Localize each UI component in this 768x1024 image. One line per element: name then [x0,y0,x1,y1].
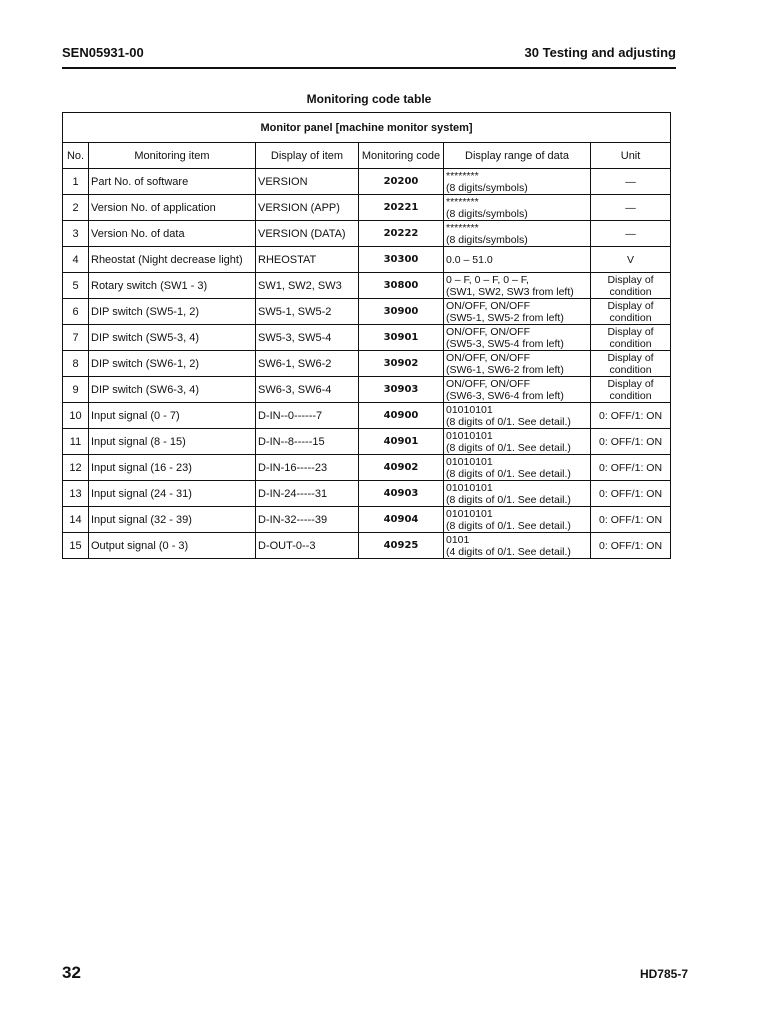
display-range-value: ON/OFF, ON/OFF [446,325,530,338]
display-of-item: SW1, SW2, SW3 [256,273,359,299]
display-range [444,481,591,507]
table-row [63,273,671,299]
table-row [63,221,671,247]
display-range-value: 01010101 [446,403,493,416]
display-of-item: VERSION [256,169,359,195]
display-range [444,377,591,403]
monitoring-item: DIP switch (SW5-1, 2) [89,299,256,325]
table-row [63,455,671,481]
monitoring-item: DIP switch (SW6-1, 2) [89,351,256,377]
monitoring-code: 30900 [359,299,444,325]
display-range [444,221,591,247]
monitoring-code: 40925 [359,533,444,559]
monitoring-code: 40901 [359,429,444,455]
unit: 0: OFF/1: ON [591,481,671,507]
display-range [444,533,591,559]
col-header-code: Monitoring code [359,143,444,169]
display-range-note: (8 digits of 0/1. See detail.) [446,441,571,454]
display-range-note: (SW6-1, SW6-2 from left) [446,363,564,376]
display-range-value: ON/OFF, ON/OFF [446,299,530,312]
monitoring-item: DIP switch (SW6-3, 4) [89,377,256,403]
row-number: 14 [63,507,89,533]
table-row [63,169,671,195]
display-range-value: 0.0 – 51.0 [446,253,493,266]
monitoring-code: 40902 [359,455,444,481]
col-header-no: No. [63,143,89,169]
document-code: SEN05931-00 [62,45,144,60]
display-range [444,299,591,325]
unit: — [591,195,671,221]
monitoring-code: 40903 [359,481,444,507]
display-range-note: (8 digits/symbols) [446,181,528,194]
monitoring-item: Version No. of application [89,195,256,221]
display-of-item: SW5-1, SW5-2 [256,299,359,325]
row-number: 3 [63,221,89,247]
monitoring-code: 20221 [359,195,444,221]
display-range-note: (SW1, SW2, SW3 from left) [446,285,574,298]
display-range-note: (4 digits of 0/1. See detail.) [446,545,571,558]
display-range-value: ******** [446,221,479,234]
unit: Display of condition [591,299,671,325]
display-range-note: (SW6-3, SW6-4 from left) [446,389,564,402]
row-number: 7 [63,325,89,351]
section-title: 30 Testing and adjusting [524,45,676,60]
unit: 0: OFF/1: ON [591,403,671,429]
display-range [444,455,591,481]
col-header-unit: Unit [591,143,671,169]
table-row [63,195,671,221]
display-of-item: D-IN-16-----23 [256,455,359,481]
monitoring-code: 30901 [359,325,444,351]
unit: Display of condition [591,273,671,299]
display-range-value: 01010101 [446,455,493,468]
monitoring-item: Part No. of software [89,169,256,195]
monitoring-code: 20222 [359,221,444,247]
monitoring-item: Input signal (0 - 7) [89,403,256,429]
unit: 0: OFF/1: ON [591,507,671,533]
row-number: 2 [63,195,89,221]
unit: Display of condition [591,325,671,351]
display-of-item: D-IN-24-----31 [256,481,359,507]
display-of-item: D-IN-32-----39 [256,507,359,533]
display-range [444,195,591,221]
display-range-note: (8 digits of 0/1. See detail.) [446,493,571,506]
monitoring-code: 30300 [359,247,444,273]
monitoring-code: 40900 [359,403,444,429]
monitoring-code-table [62,112,671,559]
display-of-item: VERSION (APP) [256,195,359,221]
monitoring-item: DIP switch (SW5-3, 4) [89,325,256,351]
display-range-note: (SW5-3, SW5-4 from left) [446,337,564,350]
unit: — [591,221,671,247]
display-range-note: (8 digits/symbols) [446,207,528,220]
display-of-item: SW6-1, SW6-2 [256,351,359,377]
display-range-value: ******** [446,169,479,182]
row-number: 1 [63,169,89,195]
display-range-note: (8 digits/symbols) [446,233,528,246]
unit: 0: OFF/1: ON [591,455,671,481]
unit: — [591,169,671,195]
col-header-range: Display range of data [444,143,591,169]
row-number: 5 [63,273,89,299]
display-of-item: D-IN--0------7 [256,403,359,429]
table-row [63,403,671,429]
unit: Display of condition [591,351,671,377]
display-range [444,507,591,533]
row-number: 9 [63,377,89,403]
table-row [63,533,671,559]
row-number: 6 [63,299,89,325]
table-row [63,299,671,325]
display-range [444,429,591,455]
monitoring-item: Rheostat (Night decrease light) [89,247,256,273]
panel-header: Monitor panel [machine monitor system] [63,113,671,143]
table-row [63,429,671,455]
display-range-value: 01010101 [446,429,493,442]
monitoring-item: Input signal (32 - 39) [89,507,256,533]
display-range-value: 0 – F, 0 – F, 0 – F, [446,273,529,286]
display-of-item: SW5-3, SW5-4 [256,325,359,351]
table-row [63,507,671,533]
row-number: 4 [63,247,89,273]
monitoring-item: Output signal (0 - 3) [89,533,256,559]
table-row [63,481,671,507]
monitoring-item: Rotary switch (SW1 - 3) [89,273,256,299]
display-range-note: (8 digits of 0/1. See detail.) [446,415,571,428]
header-rule [62,67,676,69]
display-range [444,273,591,299]
display-range-note: (SW5-1, SW5-2 from left) [446,311,564,324]
display-range-value: ON/OFF, ON/OFF [446,377,530,390]
display-range-value: 01010101 [446,507,493,520]
unit: Display of condition [591,377,671,403]
monitoring-item: Input signal (24 - 31) [89,481,256,507]
monitoring-code: 30903 [359,377,444,403]
table-row [63,351,671,377]
row-number: 8 [63,351,89,377]
display-of-item: VERSION (DATA) [256,221,359,247]
display-range [444,325,591,351]
display-range-note: (8 digits of 0/1. See detail.) [446,467,571,480]
display-of-item: SW6-3, SW6-4 [256,377,359,403]
row-number: 15 [63,533,89,559]
table-row [63,377,671,403]
row-number: 13 [63,481,89,507]
col-header-item: Monitoring item [89,143,256,169]
display-range-value: 0101 [446,533,470,546]
model-name: HD785-7 [639,967,688,981]
display-of-item: D-OUT-0--3 [256,533,359,559]
display-range [444,247,591,273]
table-row [63,247,671,273]
monitoring-code: 20200 [359,169,444,195]
page-number: 32 [62,963,81,982]
display-of-item: D-IN--8-----15 [256,429,359,455]
monitoring-code: 40904 [359,507,444,533]
unit: 0: OFF/1: ON [591,429,671,455]
display-range [444,169,591,195]
table-row [63,325,671,351]
display-range [444,351,591,377]
display-range-note: (8 digits of 0/1. See detail.) [446,519,571,532]
row-number: 12 [63,455,89,481]
display-range-value: ON/OFF, ON/OFF [446,351,530,364]
display-of-item: RHEOSTAT [256,247,359,273]
col-header-display: Display of item [256,143,359,169]
row-number: 10 [63,403,89,429]
monitoring-item: Input signal (8 - 15) [89,429,256,455]
column-header-row [63,143,671,169]
display-range-value: 01010101 [446,481,493,494]
unit: V [591,247,671,273]
display-range-value: ******** [446,195,479,208]
unit: 0: OFF/1: ON [591,533,671,559]
monitoring-code: 30800 [359,273,444,299]
monitoring-code: 30902 [359,351,444,377]
row-number: 11 [63,429,89,455]
monitoring-item: Input signal (16 - 23) [89,455,256,481]
display-range [444,403,591,429]
table-title: Monitoring code table [306,92,432,106]
monitoring-item: Version No. of data [89,221,256,247]
